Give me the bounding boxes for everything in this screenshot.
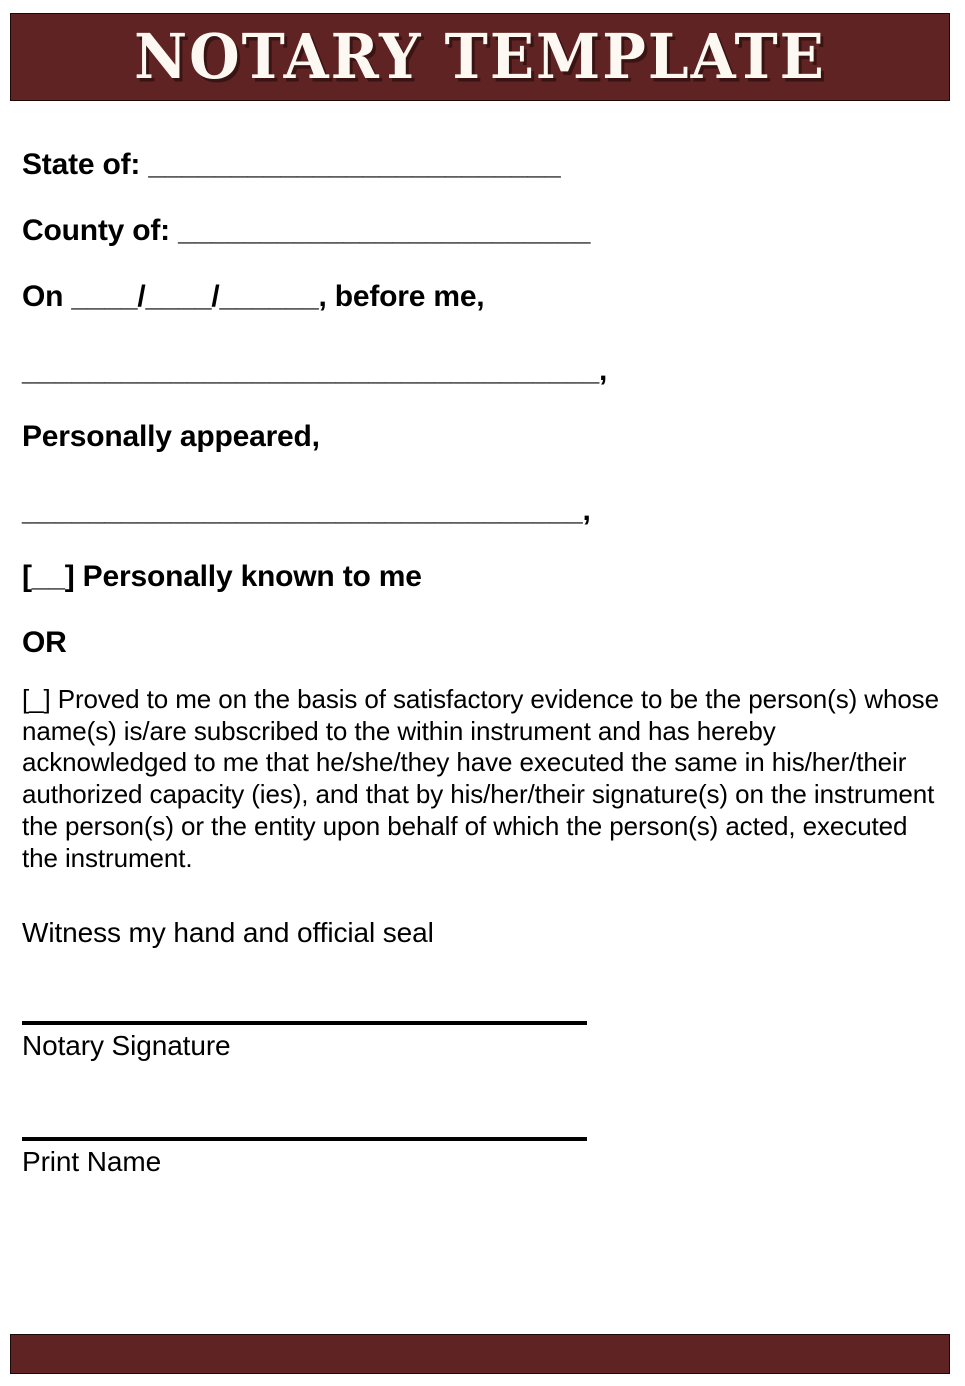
notary-name-blank[interactable]: ___________________________________, — [22, 354, 608, 387]
print-name-label: Print Name — [22, 1145, 162, 1177]
form-body — [22, 150, 947, 1178]
personally-known-checkbox-option[interactable]: [__] Personally known to me — [22, 560, 422, 593]
spacer — [22, 526, 947, 562]
or-divider: OR — [22, 626, 67, 659]
header-banner — [10, 13, 950, 101]
print-name-block[interactable] — [22, 1137, 587, 1179]
proved-to-me-checkbox-option[interactable]: [_] Proved to me on the basis of satisfactory evidence to be the person(s) whose name(s) is/are subscribed to the within instrument and has hereby acknowledged to me that he/she/they have executed the same in his/her/their authorized capacity (ies), and that by his/her/their signature(s) on the instrument the person(s) or the entity upon behalf of which the person(s) acted, executed the instrument. — [22, 684, 939, 873]
spacer — [22, 874, 947, 918]
state-of-field[interactable]: State of: _________________________ — [22, 148, 561, 181]
spacer — [22, 386, 947, 422]
spacer — [22, 180, 947, 216]
page-title: NOTARY TEMPLATE — [134, 20, 826, 94]
notary-signature-block[interactable] — [22, 1021, 587, 1063]
county-of-field[interactable]: County of: _________________________ — [22, 214, 591, 247]
spacer — [22, 949, 947, 1021]
signer-name-blank[interactable]: __________________________________, — [22, 494, 591, 527]
spacer — [22, 452, 947, 496]
spacer — [22, 246, 947, 282]
spacer — [22, 1063, 947, 1137]
date-field[interactable]: On ____/____/______, before me, — [22, 280, 485, 313]
spacer — [22, 312, 947, 356]
personally-appeared-label: Personally appeared, — [22, 420, 320, 453]
footer-banner — [10, 1334, 950, 1374]
spacer — [22, 592, 947, 628]
spacer — [22, 658, 947, 684]
witness-statement: Witness my hand and official seal — [22, 917, 434, 949]
notary-signature-label: Notary Signature — [22, 1030, 231, 1062]
